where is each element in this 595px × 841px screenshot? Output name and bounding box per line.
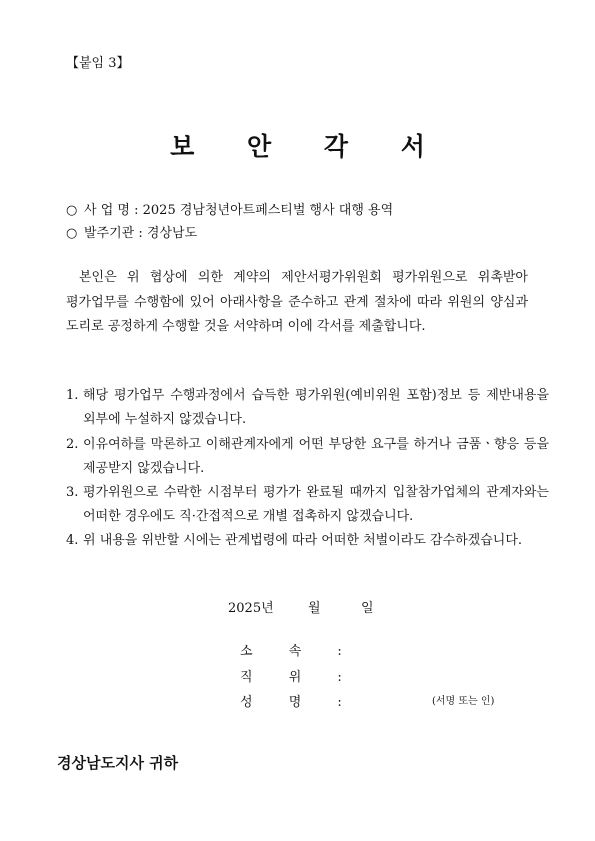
project-name-value: 2025 경남청년아트페스티벌 행사 대행 용역 xyxy=(142,203,394,218)
pledge-item xyxy=(66,433,549,482)
name-label: 성 명 : xyxy=(240,695,342,710)
position-field xyxy=(240,666,342,685)
date-line xyxy=(228,597,374,616)
circle-bullet-icon: ○ xyxy=(66,226,78,241)
pledge-number: 2. xyxy=(66,437,79,452)
attachment-label: 【붙임 3】 xyxy=(66,56,130,71)
position-label: 직 위 : xyxy=(240,670,342,685)
client-value: 경상남도 xyxy=(146,226,198,241)
pledge-item xyxy=(66,529,549,553)
pledge-text: 평가위원으로 수락한 시점부터 평가가 완료될 때까지 입찰참가업체의 관계자와는 어떠한 경우에도 직·간접적으로 개별 접촉하지 않겠습니다. xyxy=(83,485,549,525)
pledge-text: 해당 평가업무 수행과정에서 습득한 평가위원(예비위원 포함)정보 등 제반내용을 외부에 누설하지 않겠습니다. xyxy=(83,388,549,428)
separator: : xyxy=(138,226,143,241)
addressee: 경상남도지사 귀하 xyxy=(57,754,179,772)
client-row xyxy=(66,222,197,241)
separator: : xyxy=(134,203,139,218)
project-name-label: 사 업 명 xyxy=(84,203,130,218)
circle-bullet-icon: ○ xyxy=(66,203,78,218)
pledge-item xyxy=(66,384,549,433)
date-month: 월 xyxy=(308,601,321,616)
affiliation-field xyxy=(240,640,342,659)
date-day: 일 xyxy=(361,601,374,616)
signature-note: (서명 또는 인) xyxy=(432,696,495,707)
pledge-item xyxy=(66,481,549,530)
project-name-row xyxy=(66,199,393,218)
intro-paragraph: 본인은 위 협상에 의한 계약의 제안서평가위원회 평가위원으로 위촉받아 평가업무를 수행함에 있어 아래사항을 준수하고 관계 절차에 따라 위원의 양심과 도리로 공정하게 수행할 것을 서약하며 이에 각서를 제출합니다. xyxy=(66,270,528,334)
pledge-text: 위 내용을 위반할 시에는 관계법령에 따라 어떠한 처벌이라도 감수하겠습니다. xyxy=(83,533,523,548)
name-field xyxy=(240,691,342,710)
pledge-number: 1. xyxy=(66,388,79,403)
client-label: 발주기관 xyxy=(84,226,135,241)
pledge-number: 3. xyxy=(66,485,79,500)
date-year: 2025년 xyxy=(228,601,274,616)
document-title: 보 안 각 서 xyxy=(170,132,447,161)
pledge-text: 이유여하를 막론하고 이해관계자에게 어떤 부당한 요구를 하거나 금품ㆍ향응 등을 제공받지 않겠습니다. xyxy=(83,437,549,477)
pledge-number: 4. xyxy=(66,533,79,548)
affiliation-label: 소 속 : xyxy=(240,644,342,659)
